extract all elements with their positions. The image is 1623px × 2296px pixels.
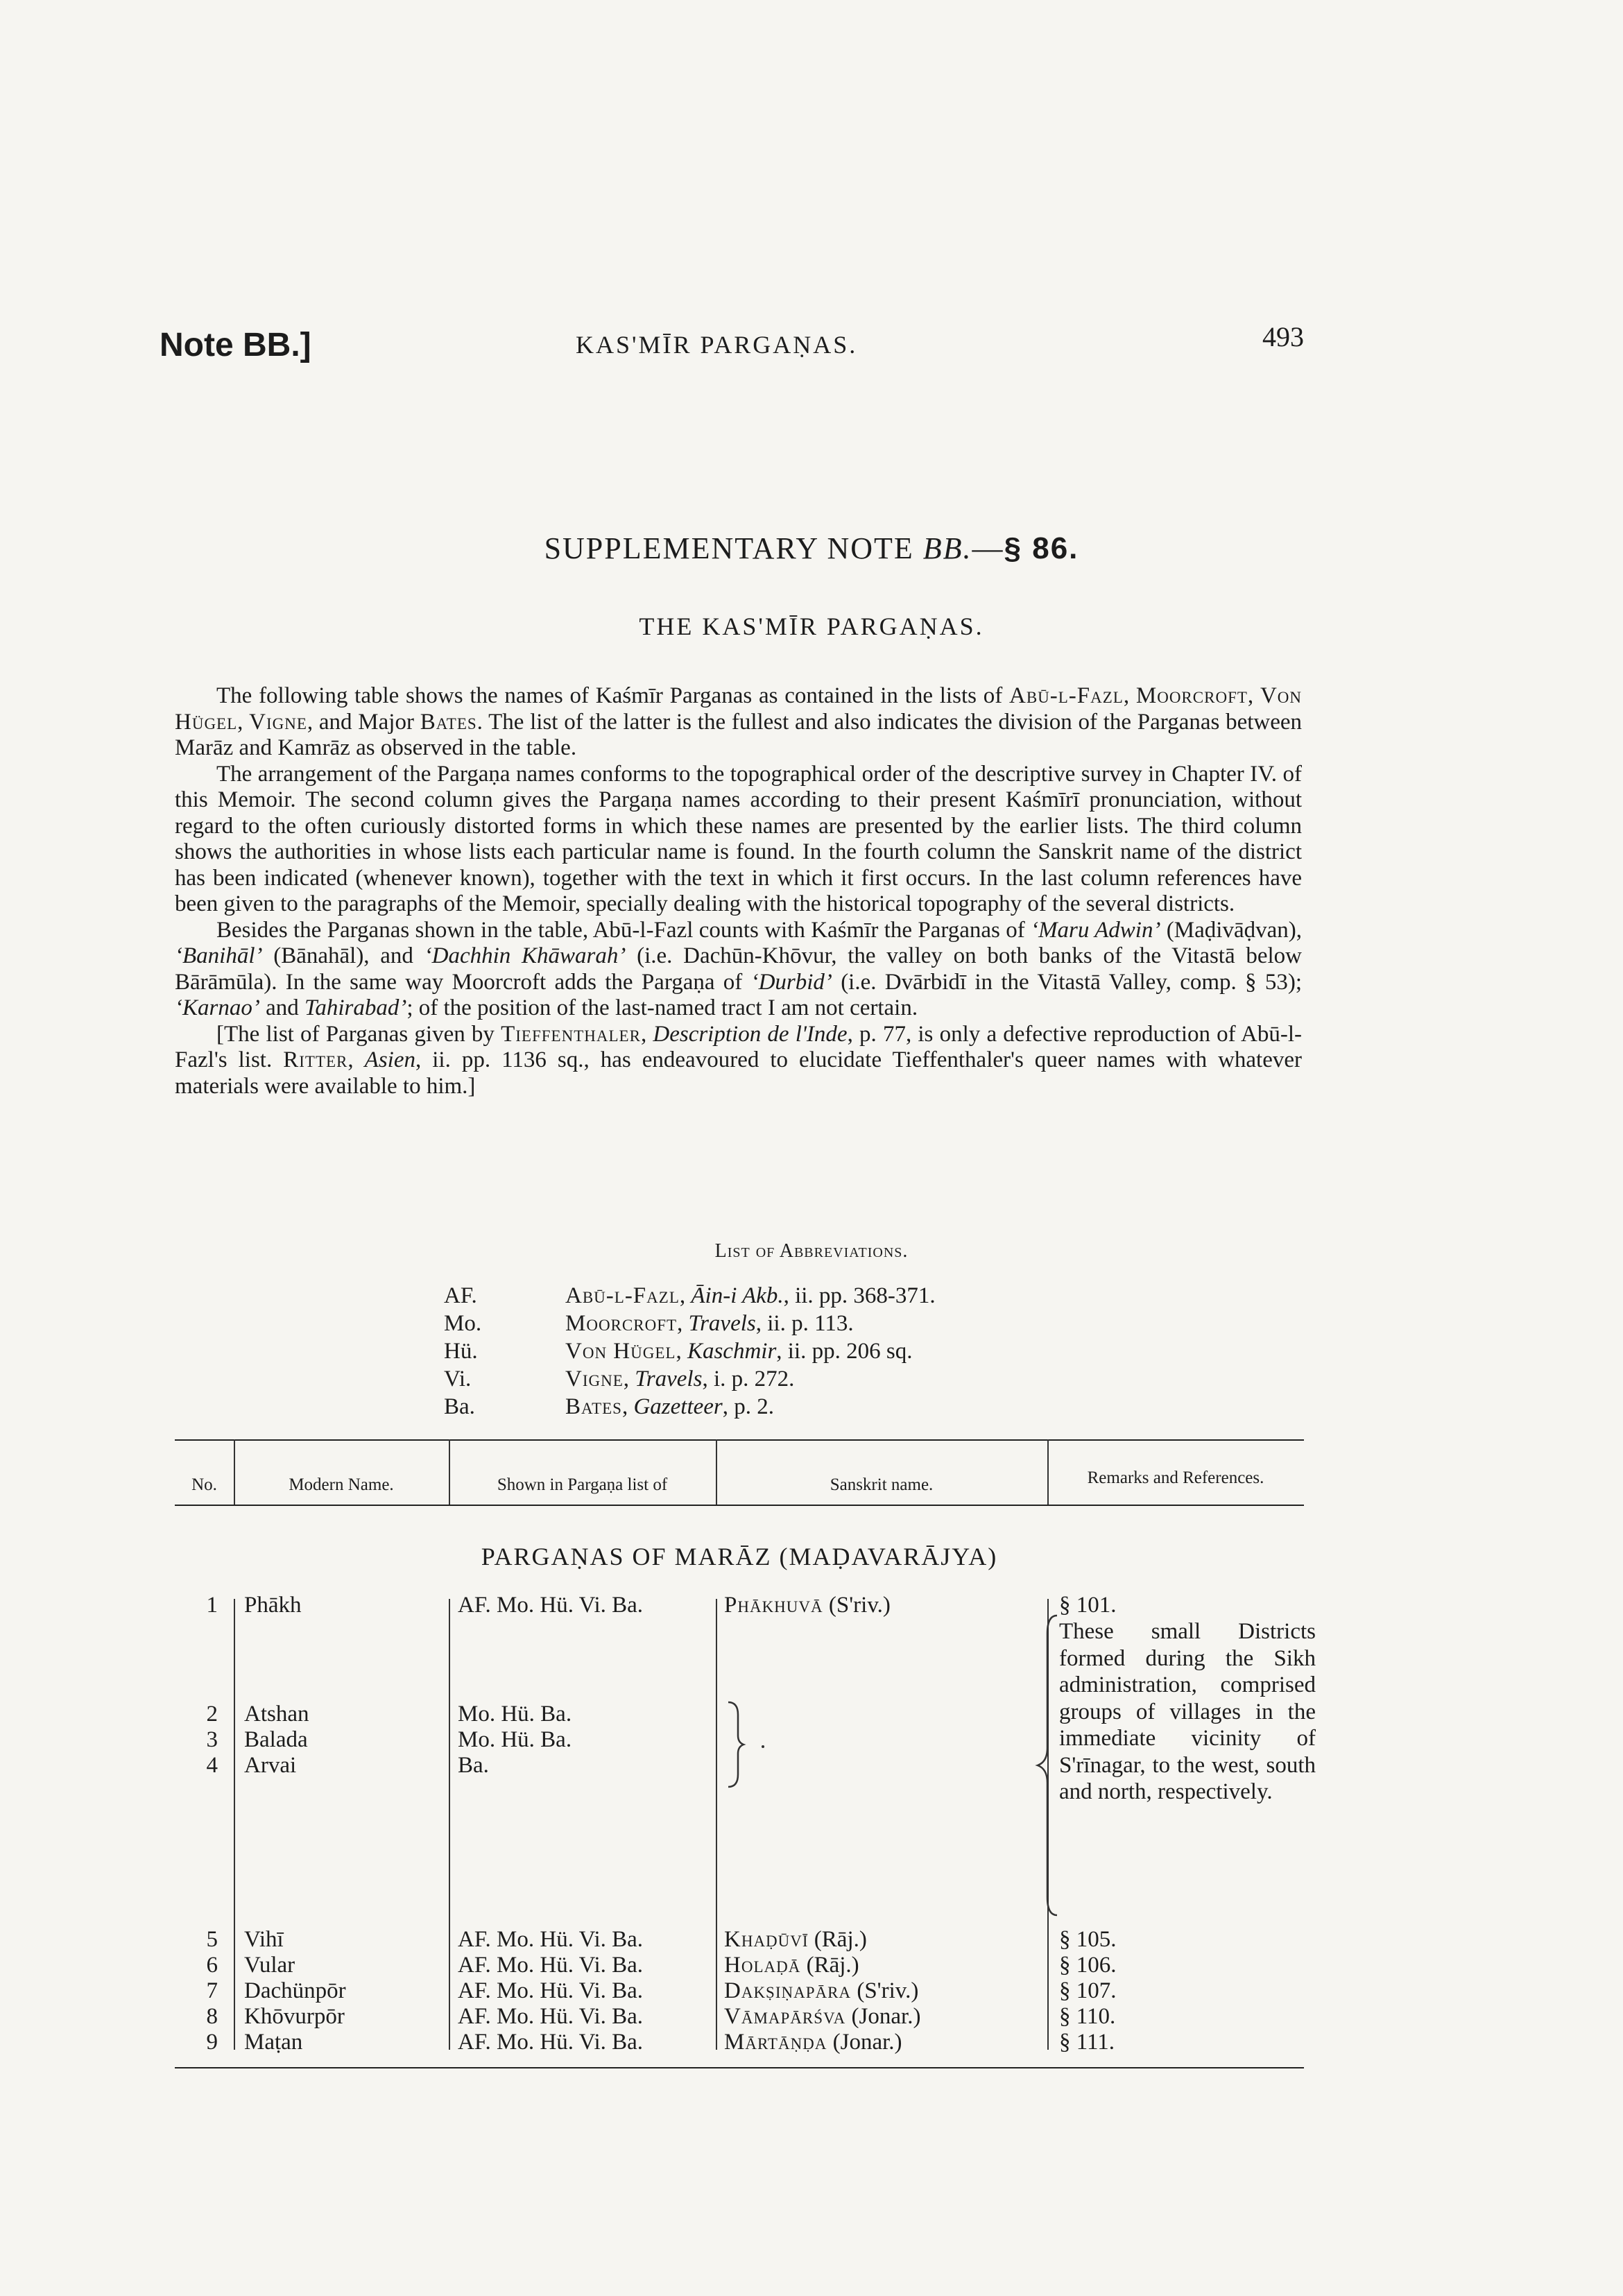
- pargana-lists: Ba.: [458, 1753, 489, 1778]
- abbreviation-row: Vi. Vigne, Travels, i. p. 272.: [444, 1367, 795, 1391]
- row-number: 7: [206, 1978, 218, 2003]
- text-run: and: [259, 995, 304, 1020]
- italic-text: ‘Dachhin Khāwarah’: [424, 943, 626, 968]
- abbreviation-detail: , i. p. 272.: [702, 1367, 795, 1391]
- sanskrit-name-text: Vāmapārśva: [724, 2004, 846, 2029]
- italic-text: Description de l'Inde: [653, 1021, 848, 1047]
- abbreviation-code: Vi.: [444, 1367, 472, 1391]
- row-number: 9: [206, 2030, 218, 2055]
- abbreviation-row: Hü. Von Hügel, Kaschmir, ii. pp. 206 sq.: [444, 1339, 913, 1364]
- text-run: [The list of Parganas given by: [216, 1021, 501, 1047]
- pargana-lists: Mo. Hü. Ba.: [458, 1702, 572, 1727]
- abbreviation-row: Ba. Bates, Gazetteer, p. 2.: [444, 1394, 775, 1419]
- pargana-lists: AF. Mo. Hü. Vi. Ba.: [458, 1927, 644, 1952]
- text-run: ,: [1247, 683, 1260, 708]
- row-number: 8: [206, 2004, 218, 2029]
- pargana-lists: AF. Mo. Hü. Vi. Ba.: [458, 1593, 644, 1618]
- text-run: ,: [237, 709, 250, 735]
- note-title-dash: —: [972, 531, 1004, 565]
- italic-text: ‘Maru Adwin’: [1031, 917, 1161, 943]
- abbreviation-row: AF. Abū-l-Fazl, Āin-i Akb., ii. pp. 368-371.: [444, 1283, 936, 1308]
- abbreviation-work: Gazetteer: [633, 1394, 723, 1419]
- text-run: ,: [347, 1047, 365, 1072]
- paragraph: [175, 762, 1302, 918]
- sanskrit-name-text: Mārtāṇḍa: [724, 2030, 827, 2055]
- row-number: 5: [206, 1927, 218, 1952]
- modern-name: Phākh: [244, 1593, 302, 1618]
- text-run: (i.e. Dachūn-Khōvur, the valley on both banks of the Vitastā below Bārāmūla). In the same way Moorcroft adds the Pargaṇa of: [175, 943, 1302, 995]
- sanskrit-name: [724, 2004, 920, 2030]
- row-number: 1: [206, 1593, 218, 1618]
- pargana-lists: AF. Mo. Hü. Vi. Ba.: [458, 1978, 644, 2003]
- row-number: 4: [206, 1753, 218, 1778]
- remark: § 107.: [1059, 1978, 1117, 2003]
- sanskrit-name-text: Dakṣiṇapāra: [724, 1978, 852, 2003]
- section-subtitle: THE KAS'MĪR PARGAṆAS.: [639, 612, 984, 640]
- table-bottom-rule: [175, 2067, 1304, 2068]
- pargana-lists: AF. Mo. Hü. Vi. Ba.: [458, 2030, 644, 2055]
- rows-2-4-brace: [716, 1699, 771, 1790]
- header-sanskrit-name: Sanskrit name.: [830, 1475, 934, 1494]
- text-run: , ii. pp. 1136 sq., has endeavoured to elucidate Tieffenthaler's queer names with whatever materials were available to him.]: [175, 1047, 1303, 1099]
- modern-name: Vular: [244, 1953, 295, 1978]
- sanskrit-source: (S'riv.): [851, 1978, 919, 2003]
- pargana-lists: AF. Mo. Hü. Vi. Ba.: [458, 1953, 644, 1978]
- table-header-rule: [175, 1505, 1304, 1506]
- abbreviation-code: Hü.: [444, 1339, 478, 1364]
- text-run: Besides the Parganas shown in the table, Abū-l-Fazl counts with Kaśmīr the Parganas of: [216, 917, 1031, 943]
- author-name: Ritter: [283, 1047, 348, 1072]
- abbreviation-work: Kaschmir: [687, 1339, 777, 1364]
- sanskrit-source: (Jonar.): [827, 2030, 902, 2055]
- abbreviation-author: Von Hügel: [565, 1339, 676, 1364]
- italic-text: Asien: [364, 1047, 415, 1072]
- abbreviation-detail: , p. 2.: [722, 1394, 775, 1419]
- paragraph: [175, 918, 1302, 1022]
- modern-name: Khōvurpōr: [244, 2004, 345, 2029]
- note-title: [0, 531, 1623, 566]
- sanskrit-name: [724, 1978, 918, 2004]
- abbreviation-work: Travels: [635, 1367, 703, 1391]
- sanskrit-name: [724, 1953, 859, 1978]
- paragraph: [175, 683, 1302, 762]
- author-name: Abū-l-Fazl: [1008, 683, 1124, 708]
- author-name: Vigne: [249, 709, 307, 735]
- text-run: (Maḍivāḍvan),: [1160, 917, 1302, 943]
- abbreviation-row: Mo. Moorcroft, Travels, ii. p. 113.: [444, 1311, 854, 1336]
- modern-name: Vihī: [244, 1927, 284, 1952]
- sanskrit-name: [724, 1927, 867, 1953]
- sanskrit-source: (Rāj.): [800, 1953, 859, 1978]
- abbreviation-code: AF.: [444, 1283, 477, 1308]
- italic-text: ‘Banihāl’: [175, 943, 263, 968]
- remark: § 101.: [1059, 1593, 1117, 1618]
- header-remarks: Remarks and References.: [1087, 1468, 1264, 1487]
- abbreviation-author: Bates: [565, 1394, 622, 1419]
- modern-name: Maṭan: [244, 2030, 303, 2055]
- body-divider: [234, 1599, 235, 2050]
- abbreviation-detail: , ii. pp. 368-371.: [783, 1283, 936, 1308]
- abbreviations-list: [444, 1282, 936, 1421]
- group-remark: These small Districts formed during the Sikh administration, comprised groups of villages in the immediate vicinity of S'rīnagar, to the west, south and north, respectively.: [1059, 1619, 1316, 1804]
- abbreviation-detail: , ii. pp. 206 sq.: [776, 1339, 913, 1364]
- paragraph: [175, 1022, 1302, 1100]
- italic-text: ‘Karnao’: [175, 995, 260, 1020]
- abbreviation-code: Mo.: [444, 1311, 482, 1336]
- text-run: The arrangement of the Pargaṇa names conforms to the topographical order of the descriptive survey in Chapter IV. of this Memoir. The second column gives the Pargaṇa names according to their present Kaśmīrī pronunciation, without regard to the often curiously distorted forms in which these names are presented by the earlier lists. The third column shows the authorities in whose lists each particular name is found. In the fourth column the Sanskrit name of the district has been indicated (whenever known), together with the text in which it first occurs. In the last column references have been given to the paragraphs of the Memoir, specially dealing with the historical topography of the several districts.: [175, 761, 1302, 916]
- abbreviation-work: Travels: [688, 1311, 756, 1336]
- header-pargana-list: Shown in Pargaṇa list of: [497, 1475, 668, 1494]
- sanskrit-name-text: Holaḍā: [724, 1953, 801, 1978]
- sanskrit-source: (Jonar.): [845, 2004, 921, 2029]
- sanskrit-name: [724, 2030, 902, 2055]
- text-run: ; of the position of the last-named tract I am not certain.: [406, 995, 918, 1020]
- text-run: , and Major: [307, 709, 420, 735]
- modern-name: Dachünpōr: [244, 1978, 346, 2003]
- text-run: (i.e. Dvārbidī in the Vitastā Valley, comp. § 53);: [832, 969, 1303, 995]
- author-name: Bates: [420, 709, 477, 735]
- pargana-lists: Mo. Hü. Ba.: [458, 1727, 572, 1752]
- row-number: 2: [206, 1702, 218, 1727]
- sanskrit-name: [724, 1593, 891, 1618]
- author-name: Von Hügel: [175, 683, 1302, 735]
- remark: § 106.: [1059, 1953, 1117, 1978]
- modern-name: Atshan: [244, 1702, 309, 1727]
- italic-text: ‘Durbid’: [750, 969, 832, 995]
- italic-text: Tahirabad’: [304, 995, 407, 1020]
- text-run: ,: [640, 1021, 653, 1047]
- body-text: [175, 683, 1302, 1099]
- running-head-note-label: Note BB.]: [160, 327, 311, 363]
- text-run: . The list of the latter is the fullest and also indicates the division of the Parganas between Marāz and Kamrāz as observed in the table.: [175, 709, 1303, 760]
- abbreviation-code: Ba.: [444, 1394, 475, 1419]
- pargana-lists: AF. Mo. Hü. Vi. Ba.: [458, 2004, 644, 2029]
- text-run: , p. 77, is only a defective reproduction of Abū-l-Fazl's list.: [175, 1021, 1303, 1072]
- author-name: Tieffenthaler: [501, 1021, 641, 1047]
- running-head-title: KAS'MĪR PARGAṆAS.: [576, 331, 858, 359]
- row-number: 6: [206, 1953, 218, 1978]
- page-number: 493: [1262, 321, 1304, 352]
- note-title-prefix: SUPPLEMENTARY NOTE: [544, 531, 923, 565]
- group-remark-brace: [1033, 1613, 1061, 1918]
- author-name: Moorcroft: [1135, 683, 1248, 708]
- abbreviation-author: Moorcroft: [565, 1311, 678, 1336]
- sanskrit-name-text: Khaḍūvī: [724, 1927, 809, 1952]
- table-top-rule: [175, 1439, 1304, 1441]
- text-run: The following table shows the names of Kaśmīr Parganas as contained in the lists of: [216, 683, 1009, 708]
- abbreviation-detail: , ii. p. 113.: [755, 1311, 854, 1336]
- sanskrit-source: (Rāj.): [808, 1927, 867, 1952]
- modern-name: Arvai: [244, 1753, 297, 1778]
- sanskrit-name-text: Phākhuvā: [724, 1593, 823, 1618]
- remark: § 110.: [1059, 2004, 1116, 2029]
- row-number: 3: [206, 1727, 218, 1752]
- abbreviations-heading: List of Abbreviations.: [714, 1240, 909, 1262]
- body-divider: [449, 1599, 450, 2050]
- body-divider: [716, 1599, 717, 2050]
- remark: § 111.: [1059, 2030, 1115, 2055]
- abbreviation-work: Āin-i Akb.: [691, 1283, 784, 1308]
- text-run: ,: [1123, 683, 1136, 708]
- note-title-note: BB.: [922, 531, 972, 565]
- abbreviation-author: Abū-l-Fazl: [565, 1283, 680, 1308]
- modern-name: Balada: [244, 1727, 308, 1752]
- header-no: No.: [191, 1475, 217, 1494]
- header-modern-name: Modern Name.: [289, 1475, 394, 1494]
- text-run: (Bānahāl), and: [262, 943, 424, 968]
- abbreviation-author: Vigne: [565, 1367, 624, 1391]
- marz-section-heading: PARGAṆAS OF MARĀZ (MAḌAVARĀJYA): [481, 1543, 998, 1570]
- sanskrit-source: (S'riv.): [823, 1593, 891, 1618]
- running-head: [160, 321, 1304, 375]
- remark: § 105.: [1059, 1927, 1117, 1952]
- note-title-section: § 86.: [1004, 531, 1079, 565]
